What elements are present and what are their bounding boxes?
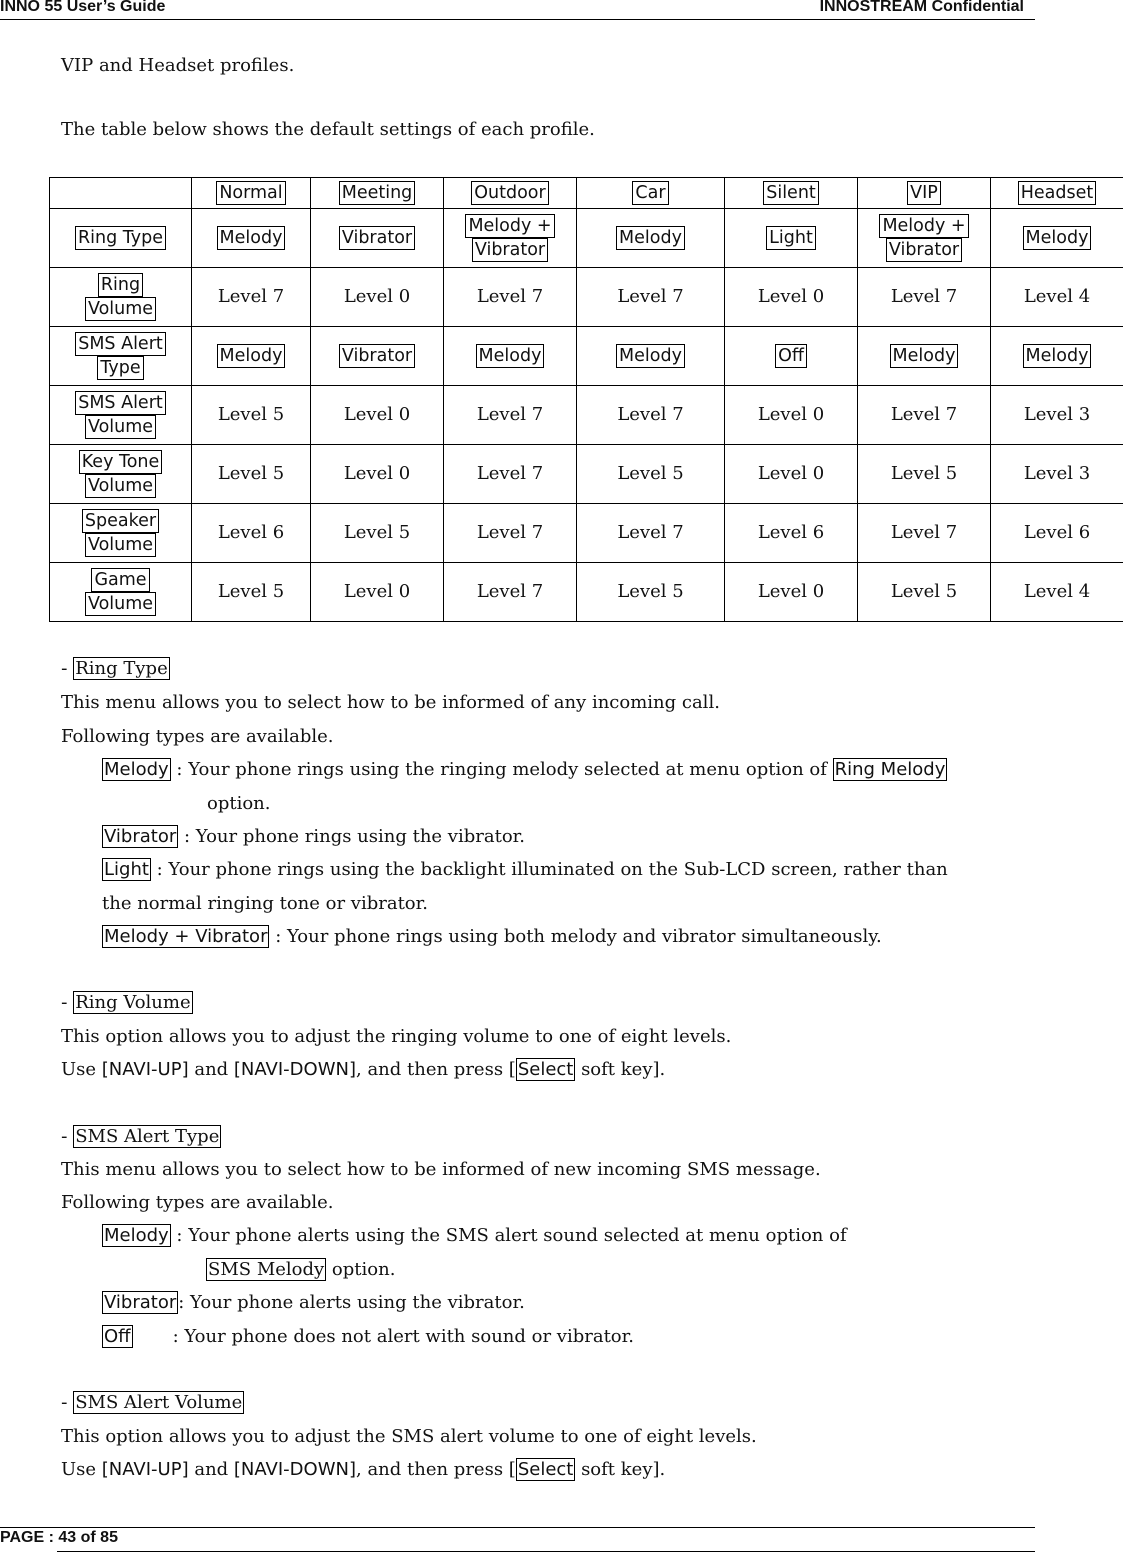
row-label: Volume bbox=[85, 533, 156, 557]
table-cell bbox=[725, 445, 858, 504]
cell-value: Level 4 bbox=[1024, 286, 1090, 307]
cell-value: Melody + bbox=[465, 214, 554, 238]
ring-volume-use-line: Use [NAVI-UP] and [NAVI-DOWN], and then press [ Select soft key]. bbox=[61, 1058, 665, 1082]
cell-value: Level 0 bbox=[344, 404, 410, 425]
page-number: PAGE : 43 of 85 bbox=[0, 1529, 118, 1547]
cell-value: Level 7 bbox=[617, 286, 683, 307]
cell-value: Melody + bbox=[879, 214, 968, 238]
sms-melody-term: Melody bbox=[102, 1224, 171, 1247]
page-header bbox=[0, 0, 1035, 20]
ring-type-light-item: Light : Your phone rings using the backlight illuminated on the Sub-LCD screen, rather than bbox=[102, 858, 948, 882]
cell-value: Melody bbox=[217, 344, 286, 368]
table-cell bbox=[725, 327, 858, 386]
row-label: Game bbox=[91, 568, 149, 592]
cell-value: Vibrator bbox=[339, 226, 415, 250]
sms-melody-link: SMS Melody bbox=[206, 1258, 326, 1281]
cell-value: Level 7 bbox=[477, 522, 543, 543]
table-cell bbox=[577, 327, 725, 386]
table-cell bbox=[577, 209, 725, 268]
sms-alert-melody-cont: SMS Melody option. bbox=[206, 1258, 395, 1282]
cell-value: Level 7 bbox=[477, 463, 543, 484]
cell-value: Level 5 bbox=[218, 404, 284, 425]
table-row bbox=[50, 268, 1123, 327]
column-header: Outdoor bbox=[471, 181, 548, 205]
table-cell bbox=[577, 268, 725, 327]
table-cell bbox=[577, 563, 725, 622]
table-row bbox=[50, 327, 1123, 386]
cell-value: Level 7 bbox=[218, 286, 284, 307]
sms-alert-melody-item: Melody : Your phone alerts using the SMS alert sound selected at menu option of bbox=[102, 1224, 847, 1248]
column-header: Headset bbox=[1018, 181, 1097, 205]
cell-value: Vibrator bbox=[339, 344, 415, 368]
table-cell bbox=[444, 563, 577, 622]
table-cell bbox=[311, 386, 444, 445]
cell-value: Level 7 bbox=[891, 404, 957, 425]
footer-rule-top bbox=[0, 1527, 1035, 1528]
sms-alert-volume-title: SMS Alert Volume bbox=[73, 1391, 244, 1414]
sms-alert-volume-use-line: Use [NAVI-UP] and [NAVI-DOWN], and then press [ Select soft key]. bbox=[61, 1458, 665, 1482]
row-label: SMS Alert bbox=[75, 332, 166, 356]
column-header: Car bbox=[632, 181, 668, 205]
row-label: Type bbox=[97, 356, 143, 380]
table-cell bbox=[311, 209, 444, 268]
table-cell bbox=[311, 327, 444, 386]
cell-value: Level 3 bbox=[1024, 463, 1090, 484]
table-row bbox=[50, 504, 1123, 563]
row-label-cell bbox=[50, 445, 192, 504]
sms-alert-vibrator-item: Vibrator : Your phone alerts using the vibrator. bbox=[102, 1291, 525, 1315]
cell-value: Light bbox=[766, 226, 816, 250]
cell-value: Melody bbox=[217, 226, 286, 250]
table-cell bbox=[192, 386, 311, 445]
table-cell bbox=[192, 445, 311, 504]
table-row bbox=[50, 209, 1123, 268]
ring-type-melody-vibrator-item: Melody + Vibrator : Your phone rings using both melody and vibrator simultaneously. bbox=[102, 925, 882, 949]
table-row bbox=[50, 386, 1123, 445]
cell-value: Level 7 bbox=[891, 286, 957, 307]
row-label-cell bbox=[50, 268, 192, 327]
table-cell bbox=[192, 268, 311, 327]
navi-up-key: [NAVI-UP] bbox=[102, 1459, 189, 1480]
cell-value: Level 5 bbox=[617, 463, 683, 484]
table-cell bbox=[858, 209, 991, 268]
cell-value: Level 7 bbox=[617, 522, 683, 543]
cell-value: Level 5 bbox=[218, 581, 284, 602]
column-header: Silent bbox=[763, 181, 819, 205]
header-doc-title: INNO 55 User’s Guide bbox=[0, 0, 165, 16]
table-cell bbox=[991, 445, 1123, 504]
sms-alert-volume-desc-1: This option allows you to adjust the SMS alert volume to one of eight levels. bbox=[61, 1425, 757, 1449]
cell-value: Level 6 bbox=[1024, 522, 1090, 543]
table-cell bbox=[577, 504, 725, 563]
ring-type-melody-cont: option. bbox=[207, 792, 271, 816]
navi-down-key: [NAVI-DOWN] bbox=[234, 1459, 356, 1480]
light-term: Light bbox=[102, 858, 151, 881]
ring-type-desc-1: This menu allows you to select how to be informed of any incoming call. bbox=[61, 691, 720, 715]
ring-type-vibrator-item: Vibrator : Your phone rings using the vibrator. bbox=[102, 825, 525, 849]
table-cell bbox=[311, 268, 444, 327]
column-header: Normal bbox=[216, 181, 285, 205]
row-label: Volume bbox=[85, 592, 156, 616]
table-cell bbox=[858, 445, 991, 504]
row-label: Ring Type bbox=[75, 226, 166, 250]
cell-value: Level 7 bbox=[477, 581, 543, 602]
ring-type-melody-item: Melody : Your phone rings using the ringing melody selected at menu option of Ring Melody bbox=[102, 758, 947, 782]
table-cell bbox=[858, 563, 991, 622]
cell-value: Vibrator bbox=[472, 238, 548, 262]
navi-down-key: [NAVI-DOWN] bbox=[234, 1059, 356, 1080]
table-cell bbox=[991, 209, 1123, 268]
cell-value: Level 0 bbox=[758, 463, 824, 484]
cell-value: Melody bbox=[1023, 344, 1092, 368]
table-cell bbox=[311, 445, 444, 504]
table-cell bbox=[444, 504, 577, 563]
table-cell bbox=[725, 209, 858, 268]
cell-value: Level 5 bbox=[891, 463, 957, 484]
row-label: Volume bbox=[85, 297, 156, 321]
row-label: Key Tone bbox=[79, 450, 163, 474]
cell-value: Level 7 bbox=[617, 404, 683, 425]
cell-value: Melody bbox=[890, 344, 959, 368]
section-heading-sms-alert-type: - SMS Alert Type bbox=[61, 1125, 221, 1149]
row-label-cell bbox=[50, 209, 192, 268]
ring-volume-desc-1: This option allows you to adjust the ringing volume to one of eight levels. bbox=[61, 1025, 731, 1049]
table-cell bbox=[991, 268, 1123, 327]
ring-type-title: Ring Type bbox=[73, 657, 170, 680]
cell-value: Melody bbox=[616, 344, 685, 368]
cell-value: Level 4 bbox=[1024, 581, 1090, 602]
table-cell bbox=[311, 563, 444, 622]
section-heading-ring-type: - Ring Type bbox=[61, 657, 170, 681]
row-label: SMS Alert bbox=[75, 391, 166, 415]
navi-up-key: [NAVI-UP] bbox=[102, 1059, 189, 1080]
cell-value: Level 6 bbox=[758, 522, 824, 543]
table-cell bbox=[858, 504, 991, 563]
table-cell bbox=[991, 504, 1123, 563]
table-cell bbox=[858, 268, 991, 327]
table-cell bbox=[311, 504, 444, 563]
table-cell bbox=[725, 268, 858, 327]
table-cell bbox=[725, 386, 858, 445]
cell-value: Level 7 bbox=[477, 404, 543, 425]
table-corner-cell bbox=[50, 178, 192, 209]
melody-term: Melody bbox=[102, 758, 171, 781]
ring-volume-title: Ring Volume bbox=[73, 991, 192, 1014]
sms-off-term: Off bbox=[102, 1325, 133, 1348]
sms-vibrator-term: Vibrator bbox=[102, 1291, 178, 1314]
cell-value: Level 0 bbox=[344, 581, 410, 602]
ring-type-light-cont: the normal ringing tone or vibrator. bbox=[102, 892, 428, 916]
ring-melody-link: Ring Melody bbox=[833, 758, 948, 781]
section-heading-sms-alert-volume: - SMS Alert Volume bbox=[61, 1391, 244, 1415]
row-label-cell bbox=[50, 563, 192, 622]
table-cell bbox=[725, 504, 858, 563]
table-cell bbox=[192, 209, 311, 268]
table-cell bbox=[444, 445, 577, 504]
row-label-cell bbox=[50, 386, 192, 445]
cell-value: Melody bbox=[616, 226, 685, 250]
column-header: Meeting bbox=[339, 181, 416, 205]
table-cell bbox=[192, 504, 311, 563]
table-cell bbox=[444, 327, 577, 386]
cell-value: Level 0 bbox=[758, 581, 824, 602]
table-row bbox=[50, 563, 1123, 622]
cell-value: Level 5 bbox=[617, 581, 683, 602]
cell-value: Level 5 bbox=[218, 463, 284, 484]
table-cell bbox=[858, 327, 991, 386]
row-label-cell bbox=[50, 327, 192, 386]
table-cell bbox=[192, 563, 311, 622]
row-label-cell bbox=[50, 504, 192, 563]
sms-alert-type-desc-1: This menu allows you to select how to be informed of new incoming SMS message. bbox=[61, 1158, 821, 1182]
select-soft-key: Select bbox=[516, 1458, 576, 1481]
section-heading-ring-volume: - Ring Volume bbox=[61, 991, 193, 1015]
table-cell bbox=[192, 327, 311, 386]
profile-settings-table bbox=[49, 177, 1123, 622]
table-cell bbox=[577, 386, 725, 445]
table-cell bbox=[577, 445, 725, 504]
cell-value: Level 0 bbox=[344, 463, 410, 484]
cell-value: Vibrator bbox=[886, 238, 962, 262]
row-label: Ring bbox=[98, 273, 143, 297]
cell-value: Level 0 bbox=[758, 286, 824, 307]
sms-alert-type-desc-2: Following types are available. bbox=[61, 1191, 333, 1215]
melody-vibrator-term: Melody + Vibrator bbox=[102, 925, 269, 948]
vibrator-term: Vibrator bbox=[102, 825, 178, 848]
table-cell bbox=[444, 386, 577, 445]
sms-alert-off-item: Off : Your phone does not alert with sound or vibrator. bbox=[102, 1325, 634, 1349]
cell-value: Level 5 bbox=[344, 522, 410, 543]
row-label: Volume bbox=[85, 474, 156, 498]
row-label: Speaker bbox=[82, 509, 159, 533]
intro-line-1: VIP and Headset profiles. bbox=[61, 54, 294, 78]
table-cell bbox=[991, 327, 1123, 386]
select-soft-key: Select bbox=[516, 1058, 576, 1081]
cell-value: Level 0 bbox=[758, 404, 824, 425]
cell-value: Off bbox=[775, 344, 807, 368]
table-cell bbox=[725, 563, 858, 622]
table-cell bbox=[444, 209, 577, 268]
ring-type-desc-2: Following types are available. bbox=[61, 725, 333, 749]
cell-value: Level 3 bbox=[1024, 404, 1090, 425]
cell-value: Melody bbox=[1023, 226, 1092, 250]
table-cell bbox=[444, 268, 577, 327]
table-row bbox=[50, 445, 1123, 504]
table-header-row bbox=[50, 178, 1123, 209]
table-cell bbox=[991, 563, 1123, 622]
cell-value: Level 0 bbox=[344, 286, 410, 307]
sms-alert-type-title: SMS Alert Type bbox=[73, 1125, 221, 1148]
table-cell bbox=[991, 386, 1123, 445]
row-label: Volume bbox=[85, 415, 156, 439]
cell-value: Level 6 bbox=[218, 522, 284, 543]
header-confidential: INNOSTREAM Confidential bbox=[820, 0, 1024, 16]
table-cell bbox=[858, 386, 991, 445]
cell-value: Level 7 bbox=[891, 522, 957, 543]
cell-value: Level 7 bbox=[477, 286, 543, 307]
column-header: VIP bbox=[907, 181, 941, 205]
intro-line-2: The table below shows the default settings of each profile. bbox=[61, 118, 595, 142]
cell-value: Level 5 bbox=[891, 581, 957, 602]
cell-value: Melody bbox=[476, 344, 545, 368]
